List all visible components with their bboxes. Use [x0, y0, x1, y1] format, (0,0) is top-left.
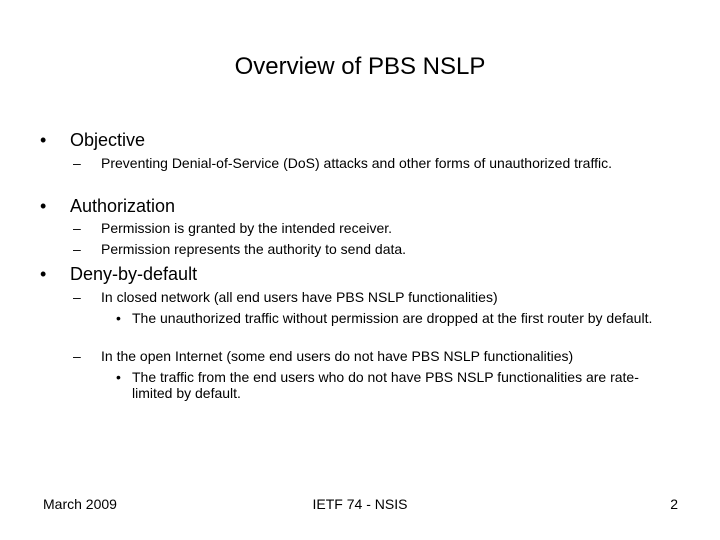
sub-item-text: In closed network (all end users have PBS NSLP functionalities): [101, 289, 498, 305]
bullet-heading: Authorization: [70, 196, 176, 216]
dash-icon: –: [73, 289, 81, 305]
dash-icon: –: [73, 220, 81, 236]
bullet-heading: Objective: [70, 130, 146, 150]
bullet-dot-icon: •: [116, 310, 121, 326]
dash-icon: –: [73, 348, 81, 364]
sub-sub-item-text: The unauthorized traffic without permission are dropped at the first router by default.: [132, 310, 653, 326]
sub-item-text: Permission represents the authority to send data.: [101, 241, 407, 257]
footer-date: March 2009: [43, 496, 117, 512]
dash-icon: –: [73, 155, 81, 171]
bullet-dot-icon: •: [40, 264, 47, 284]
sub-item-text: Permission is granted by the intended receiver.: [101, 220, 393, 236]
sub-sub-item-text: The traffic from the end users who do not have PBS NSLP functionalities are rate-limited by default.: [132, 369, 639, 401]
footer-page-number: 2: [670, 496, 678, 512]
bullet-dot-icon: •: [40, 196, 47, 216]
sub-item-text: Preventing Denial-of-Service (DoS) attacks and other forms of unauthorized traffic.: [101, 155, 612, 171]
bullet-heading: Deny-by-default: [70, 264, 198, 284]
bullet-dot-icon: •: [116, 369, 121, 385]
slide-title: Overview of PBS NSLP: [234, 53, 486, 80]
footer-event: IETF 74 - NSIS: [312, 496, 408, 512]
dash-icon: –: [73, 241, 81, 257]
sub-item-text: In the open Internet (some end users do not have PBS NSLP functionalities): [101, 348, 574, 364]
bullet-dot-icon: •: [40, 130, 47, 150]
